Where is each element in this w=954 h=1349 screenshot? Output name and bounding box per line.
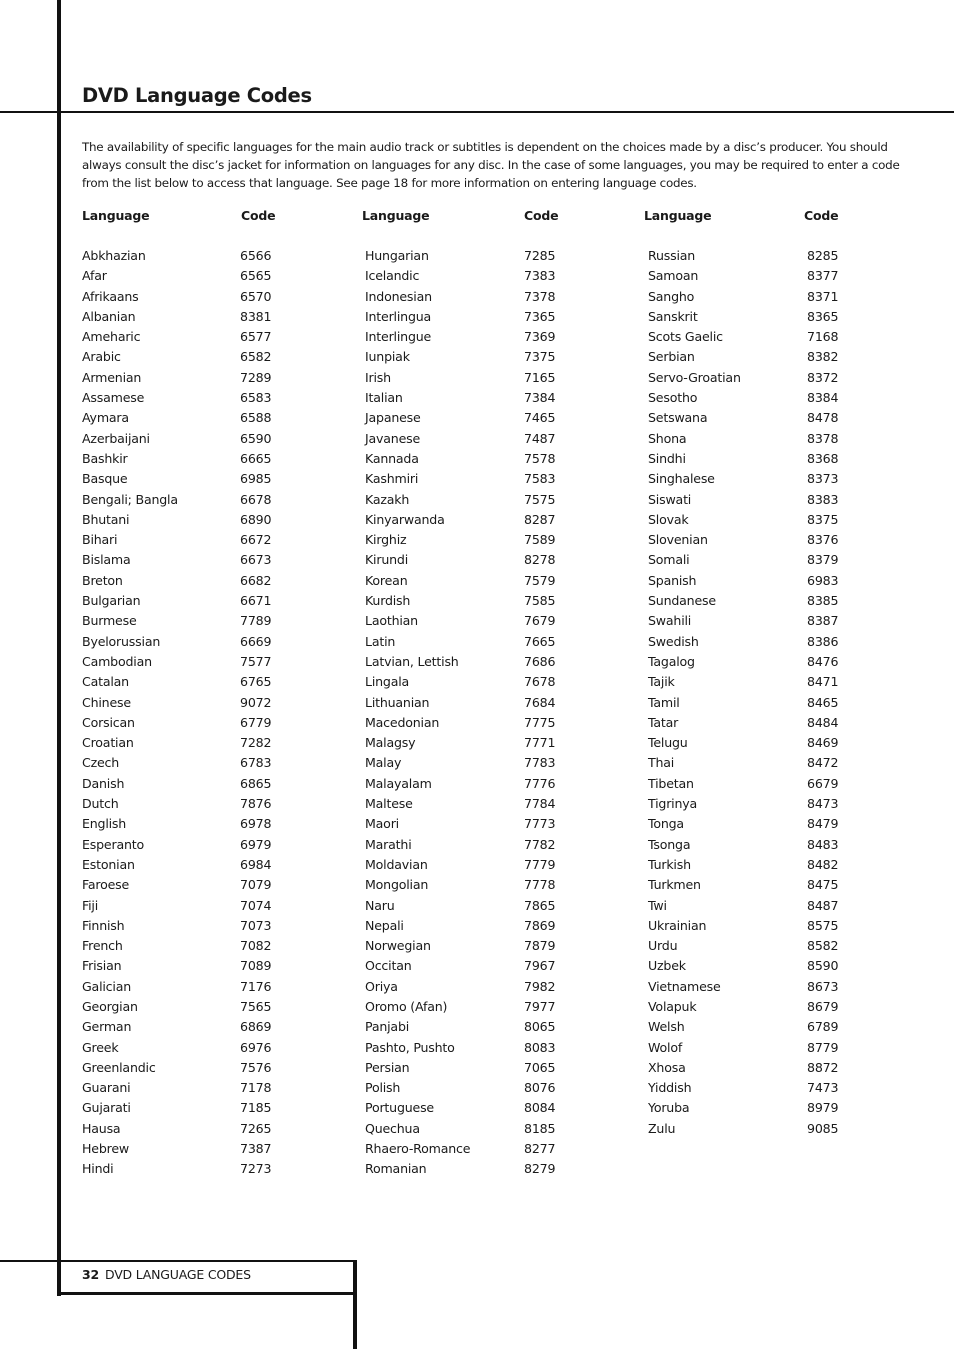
language-name: Cambodian <box>82 653 152 669</box>
language-code: 8065 <box>524 1019 556 1035</box>
language-code: 8384 <box>807 390 839 406</box>
language-name: Swahili <box>648 613 692 629</box>
page-number: 32 <box>82 1267 99 1282</box>
language-name: Quechua <box>365 1120 420 1136</box>
language-name: Armenian <box>82 369 142 385</box>
language-name: Javanese <box>365 430 421 446</box>
language-code: 8372 <box>807 369 839 385</box>
language-name: Albanian <box>82 308 136 324</box>
language-code: 7369 <box>524 329 556 345</box>
language-name: Afar <box>82 268 107 284</box>
language-code: 8979 <box>807 1100 839 1116</box>
language-name: Oriya <box>365 978 398 994</box>
language-code: 7678 <box>524 674 556 690</box>
language-code: 8673 <box>807 978 839 994</box>
language-code: 7578 <box>524 450 556 466</box>
language-name: Sindhi <box>648 450 686 466</box>
language-name: Gujarati <box>82 1100 131 1116</box>
language-code: 7776 <box>524 775 556 791</box>
language-name: Maltese <box>365 796 413 812</box>
language-name: Burmese <box>82 613 137 629</box>
language-code: 7789 <box>240 613 272 629</box>
language-code: 6565 <box>240 268 272 284</box>
language-name: Lithuanian <box>365 694 430 710</box>
language-code: 8371 <box>807 288 839 304</box>
language-code: 7865 <box>524 897 556 913</box>
language-name: Bashkir <box>82 450 128 466</box>
language-code: 6577 <box>240 329 272 345</box>
language-code: 8185 <box>524 1120 556 1136</box>
language-name: Byelorussian <box>82 633 161 649</box>
language-code: 6665 <box>240 450 272 466</box>
language-code: 6582 <box>240 349 272 365</box>
language-name: Sangho <box>648 288 695 304</box>
language-name: Turkish <box>648 856 691 872</box>
language-code: 6671 <box>240 593 272 609</box>
language-name: Frisian <box>82 958 122 974</box>
language-code: 8375 <box>807 511 839 527</box>
language-code: 7565 <box>240 998 272 1014</box>
language-code: 7771 <box>524 735 556 751</box>
language-code: 7285 <box>524 248 556 263</box>
language-name: Tagalog <box>648 653 695 669</box>
language-code: 7282 <box>240 735 272 751</box>
language-code: 7775 <box>524 714 556 730</box>
language-name: Samoan <box>648 268 699 284</box>
language-code: 9072 <box>240 694 272 710</box>
language-name: Norwegian <box>365 938 431 954</box>
language-code: 7686 <box>524 653 556 669</box>
language-code: 6570 <box>240 288 272 304</box>
language-name: Interlingua <box>365 308 432 324</box>
language-name: Tatar <box>648 714 679 730</box>
language-name: Scots Gaelic <box>648 329 723 345</box>
language-name: Icelandic <box>365 268 420 284</box>
language-name: Urdu <box>648 938 678 954</box>
language-code: 6583 <box>240 390 272 406</box>
language-code: 7178 <box>240 1080 272 1096</box>
language-name: Italian <box>365 390 403 406</box>
language-name: Tonga <box>648 816 684 832</box>
language-code: 8487 <box>807 897 839 913</box>
language-name: Setswana <box>648 410 708 426</box>
footer-section-label: DVD LANGUAGE CODES <box>105 1267 251 1282</box>
language-name: Moldavian <box>365 856 428 872</box>
language-code: 8482 <box>807 856 839 872</box>
language-name: Estonian <box>82 856 135 872</box>
language-name: Irish <box>365 369 391 385</box>
language-name: Hausa <box>82 1120 121 1136</box>
footer-vertical-rule <box>353 1260 357 1349</box>
language-name: Maori <box>365 816 399 832</box>
language-code: 7576 <box>240 1059 272 1075</box>
language-name: Lingala <box>365 674 410 690</box>
language-code: 6672 <box>240 532 272 548</box>
language-name: Servo-Groatian <box>648 369 741 385</box>
language-name: Latin <box>365 633 396 649</box>
language-code: 8872 <box>807 1059 839 1075</box>
language-code: 8483 <box>807 836 839 852</box>
language-code: 6789 <box>807 1019 839 1035</box>
language-code: 7176 <box>240 978 272 994</box>
language-code: 7387 <box>240 1141 272 1157</box>
language-name: Singhalese <box>648 471 715 487</box>
language-name: Shona <box>648 430 687 446</box>
language-name: Aymara <box>82 410 129 426</box>
language-code: 6983 <box>807 572 839 588</box>
language-code: 6678 <box>240 491 272 507</box>
language-code: 8076 <box>524 1080 556 1096</box>
language-name: Siswati <box>648 491 692 507</box>
language-name: Kurdish <box>365 593 411 609</box>
language-name: Hungarian <box>365 248 429 263</box>
language-code: 8590 <box>807 958 839 974</box>
language-code: 8278 <box>524 552 556 568</box>
language-name: Tajik <box>648 674 675 690</box>
language-code: 8779 <box>807 1039 839 1055</box>
language-code: 8582 <box>807 938 839 954</box>
language-name: Turkmen <box>648 877 701 893</box>
language-name: Assamese <box>82 390 145 406</box>
language-name: Iunpiak <box>365 349 410 365</box>
language-code: 8083 <box>524 1039 556 1055</box>
language-code: 7982 <box>524 978 556 994</box>
language-code: 6682 <box>240 572 272 588</box>
language-code: 6588 <box>240 410 272 426</box>
language-name: Polish <box>365 1080 401 1096</box>
footer-bottom-rule <box>57 1292 357 1295</box>
language-name: Mongolian <box>365 877 429 893</box>
language-code: 7378 <box>524 288 556 304</box>
language-name: French <box>82 938 123 954</box>
language-name: Greek <box>82 1039 119 1055</box>
language-code: 7684 <box>524 694 556 710</box>
language-name: Romanian <box>365 1161 427 1177</box>
title-underline-rule <box>0 111 954 113</box>
language-code: 7782 <box>524 836 556 852</box>
language-name: Tibetan <box>648 775 694 791</box>
language-name: Oromo (Afan) <box>365 998 448 1014</box>
language-code: 7679 <box>524 613 556 629</box>
language-code: 7082 <box>240 938 272 954</box>
left-margin-rule <box>57 0 61 1296</box>
language-name: Tamil <box>648 694 680 710</box>
language-code: 7967 <box>524 958 556 974</box>
language-code: 6679 <box>807 775 839 791</box>
language-code: 7585 <box>524 593 556 609</box>
language-code: 7579 <box>524 572 556 588</box>
language-name: Arabic <box>82 349 121 365</box>
language-name: Somali <box>648 552 690 568</box>
language-code: 6673 <box>240 552 272 568</box>
language-code: 7265 <box>240 1120 272 1136</box>
language-name: English <box>82 816 127 832</box>
language-name: Yiddish <box>648 1080 692 1096</box>
language-name: Russian <box>648 248 696 263</box>
language-name: Kashmiri <box>365 471 419 487</box>
language-name: Kirghiz <box>365 532 407 548</box>
language-code: 6779 <box>240 714 272 730</box>
language-name: Korean <box>365 572 408 588</box>
language-name: Catalan <box>82 674 129 690</box>
language-code: 7879 <box>524 938 556 954</box>
language-code: 8479 <box>807 816 839 832</box>
language-code: 8285 <box>807 248 839 263</box>
language-code: 8679 <box>807 998 839 1014</box>
language-name: Vietnamese <box>648 978 721 994</box>
language-name: Serbian <box>648 349 695 365</box>
language-code: 7589 <box>524 532 556 548</box>
language-code: 7773 <box>524 816 556 832</box>
language-name: Tsonga <box>648 836 691 852</box>
language-code: 6669 <box>240 633 272 649</box>
language-name: Persian <box>365 1059 410 1075</box>
language-name: Esperanto <box>82 836 144 852</box>
language-code: 7079 <box>240 877 272 893</box>
language-name: Malayalam <box>365 775 432 791</box>
language-name: Twi <box>648 897 667 913</box>
language-code: 6984 <box>240 856 272 872</box>
language-code: 8475 <box>807 877 839 893</box>
language-code: 7977 <box>524 998 556 1014</box>
language-name: Chinese <box>82 694 131 710</box>
language-name: Rhaero-Romance <box>365 1141 471 1157</box>
language-code: 7168 <box>807 329 839 345</box>
language-name: Welsh <box>648 1019 685 1035</box>
language-name: Kannada <box>365 450 419 466</box>
language-code: 7577 <box>240 653 272 669</box>
language-name: Macedonian <box>365 714 440 730</box>
language-code: 6865 <box>240 775 272 791</box>
language-name: Bengali; Bangla <box>82 491 178 507</box>
language-code: 8378 <box>807 430 839 446</box>
language-name: Swedish <box>648 633 699 649</box>
language-header: Language <box>644 208 712 223</box>
language-code: 7575 <box>524 491 556 507</box>
language-name: Bihari <box>82 532 118 548</box>
language-name: Xhosa <box>648 1059 686 1075</box>
language-code: 6783 <box>240 755 272 771</box>
language-code: 7869 <box>524 917 556 933</box>
language-name: Slovenian <box>648 532 708 548</box>
language-name: Dutch <box>82 796 119 812</box>
language-code: 9085 <box>807 1120 839 1136</box>
language-code: 7383 <box>524 268 556 284</box>
language-code: 8387 <box>807 613 839 629</box>
language-name: Spanish <box>648 572 697 588</box>
language-name: Malagsy <box>365 735 416 751</box>
language-code: 8469 <box>807 735 839 751</box>
language-code: 7465 <box>524 410 556 426</box>
language-name: Portuguese <box>365 1100 434 1116</box>
language-name: Naru <box>365 897 395 913</box>
language-name: Faroese <box>82 877 130 893</box>
language-code: 6976 <box>240 1039 272 1055</box>
language-name: Sanskrit <box>648 308 698 324</box>
language-code: 7778 <box>524 877 556 893</box>
language-name: Marathi <box>365 836 412 852</box>
language-name: Thai <box>648 755 675 771</box>
language-code: 6978 <box>240 816 272 832</box>
language-name: Nepali <box>365 917 404 933</box>
language-code: 7273 <box>240 1161 272 1177</box>
language-code: 7165 <box>524 369 556 385</box>
language-code: 7665 <box>524 633 556 649</box>
language-code: 8386 <box>807 633 839 649</box>
language-header: Language <box>362 208 430 223</box>
language-name: Georgian <box>82 998 138 1014</box>
language-code: 7365 <box>524 308 556 324</box>
language-code: 8385 <box>807 593 839 609</box>
intro-paragraph: The availability of specific languages for the main audio track or subtitles is dependent on the choices made by a disc’s producer. You should always consult the disc’s jacket for information on languages for any disc. In the case of some languages, you may be required to enter a code from the list below to access that language. See page 18 for more information on entering language codes. <box>82 140 900 190</box>
language-code: 8472 <box>807 755 839 771</box>
language-name: Volapuk <box>648 998 697 1014</box>
language-code: 8382 <box>807 349 839 365</box>
language-name: Japanese <box>365 410 421 426</box>
language-name: Sesotho <box>648 390 698 406</box>
language-name: Breton <box>82 572 123 588</box>
language-code: 7783 <box>524 755 556 771</box>
language-code: 6985 <box>240 471 272 487</box>
language-name: Corsican <box>82 714 135 730</box>
language-name: Greenlandic <box>82 1059 156 1075</box>
page-footer <box>82 1267 251 1282</box>
language-code: 7876 <box>240 796 272 812</box>
language-header: Language <box>82 208 150 223</box>
language-name: Ukrainian <box>648 917 707 933</box>
language-code: 7583 <box>524 471 556 487</box>
language-code: 8465 <box>807 694 839 710</box>
language-code: 7065 <box>524 1059 556 1075</box>
language-name: Kinyarwanda <box>365 511 445 527</box>
language-code: 6979 <box>240 836 272 852</box>
language-name: Latvian, Lettish <box>365 653 459 669</box>
language-code: 8365 <box>807 308 839 324</box>
language-code: 8368 <box>807 450 839 466</box>
language-name: Hindi <box>82 1161 114 1177</box>
language-code: 7089 <box>240 958 272 974</box>
language-code: 7185 <box>240 1100 272 1116</box>
language-code: 8484 <box>807 714 839 730</box>
language-name: Guarani <box>82 1080 131 1096</box>
language-name: Laothian <box>365 613 418 629</box>
language-code: 8377 <box>807 268 839 284</box>
language-name: Fiji <box>82 897 99 913</box>
code-header: Code <box>524 208 559 223</box>
language-code: 7384 <box>524 390 556 406</box>
language-code: 8575 <box>807 917 839 933</box>
language-code: 6869 <box>240 1019 272 1035</box>
language-code: 7375 <box>524 349 556 365</box>
language-code: 6890 <box>240 511 272 527</box>
language-code: 7074 <box>240 897 272 913</box>
language-code: 6765 <box>240 674 272 690</box>
language-name: Malay <box>365 755 402 771</box>
language-name: Sundanese <box>648 593 716 609</box>
language-name: Panjabi <box>365 1019 410 1035</box>
footer-top-rule <box>0 1260 357 1262</box>
language-code: 8476 <box>807 653 839 669</box>
language-code: 8383 <box>807 491 839 507</box>
code-header: Code <box>241 208 276 223</box>
language-code: 7779 <box>524 856 556 872</box>
language-code: 8373 <box>807 471 839 487</box>
language-name: Abkhazian <box>82 248 146 263</box>
language-code: 7784 <box>524 796 556 812</box>
language-code: 8471 <box>807 674 839 690</box>
code-header: Code <box>804 208 839 223</box>
language-code: 8478 <box>807 410 839 426</box>
language-code: 8279 <box>524 1161 556 1177</box>
language-name: Bhutani <box>82 511 130 527</box>
page-title: DVD Language Codes <box>82 84 312 107</box>
language-name: German <box>82 1019 132 1035</box>
language-name: Finnish <box>82 917 125 933</box>
language-name: Occitan <box>365 958 412 974</box>
language-name: Zulu <box>648 1120 676 1136</box>
language-name: Pashto, Pushto <box>365 1039 455 1055</box>
language-name: Galician <box>82 978 131 994</box>
language-name: Basque <box>82 471 128 487</box>
language-name: Azerbaijani <box>82 430 150 446</box>
language-name: Indonesian <box>365 288 432 304</box>
language-name: Hebrew <box>82 1141 129 1157</box>
language-name: Afrikaans <box>82 288 139 304</box>
language-code: 7073 <box>240 917 272 933</box>
language-name: Slovak <box>648 511 689 527</box>
language-name: Czech <box>82 755 120 771</box>
language-name: Yoruba <box>648 1100 690 1116</box>
language-name: Kazakh <box>365 491 410 507</box>
language-code: 8277 <box>524 1141 556 1157</box>
language-code: 6590 <box>240 430 272 446</box>
language-code: 8084 <box>524 1100 556 1116</box>
language-name: Danish <box>82 775 125 791</box>
language-name: Croatian <box>82 735 134 751</box>
language-code: 8376 <box>807 532 839 548</box>
language-name: Tigrinya <box>648 796 698 812</box>
language-code: 8287 <box>524 511 556 527</box>
language-name: Uzbek <box>648 958 686 974</box>
language-code: 6566 <box>240 248 272 263</box>
language-name: Ameharic <box>82 329 141 345</box>
language-code: 8381 <box>240 308 272 324</box>
language-code: 8473 <box>807 796 839 812</box>
language-name: Bislama <box>82 552 131 568</box>
language-code: 7289 <box>240 369 272 385</box>
language-name: Kirundi <box>365 552 408 568</box>
language-code: 7487 <box>524 430 556 446</box>
language-code: 7473 <box>807 1080 839 1096</box>
language-name: Interlingue <box>365 329 432 345</box>
language-name: Bulgarian <box>82 593 141 609</box>
language-name: Wolof <box>648 1039 683 1055</box>
language-name: Telugu <box>648 735 688 751</box>
language-code: 8379 <box>807 552 839 568</box>
